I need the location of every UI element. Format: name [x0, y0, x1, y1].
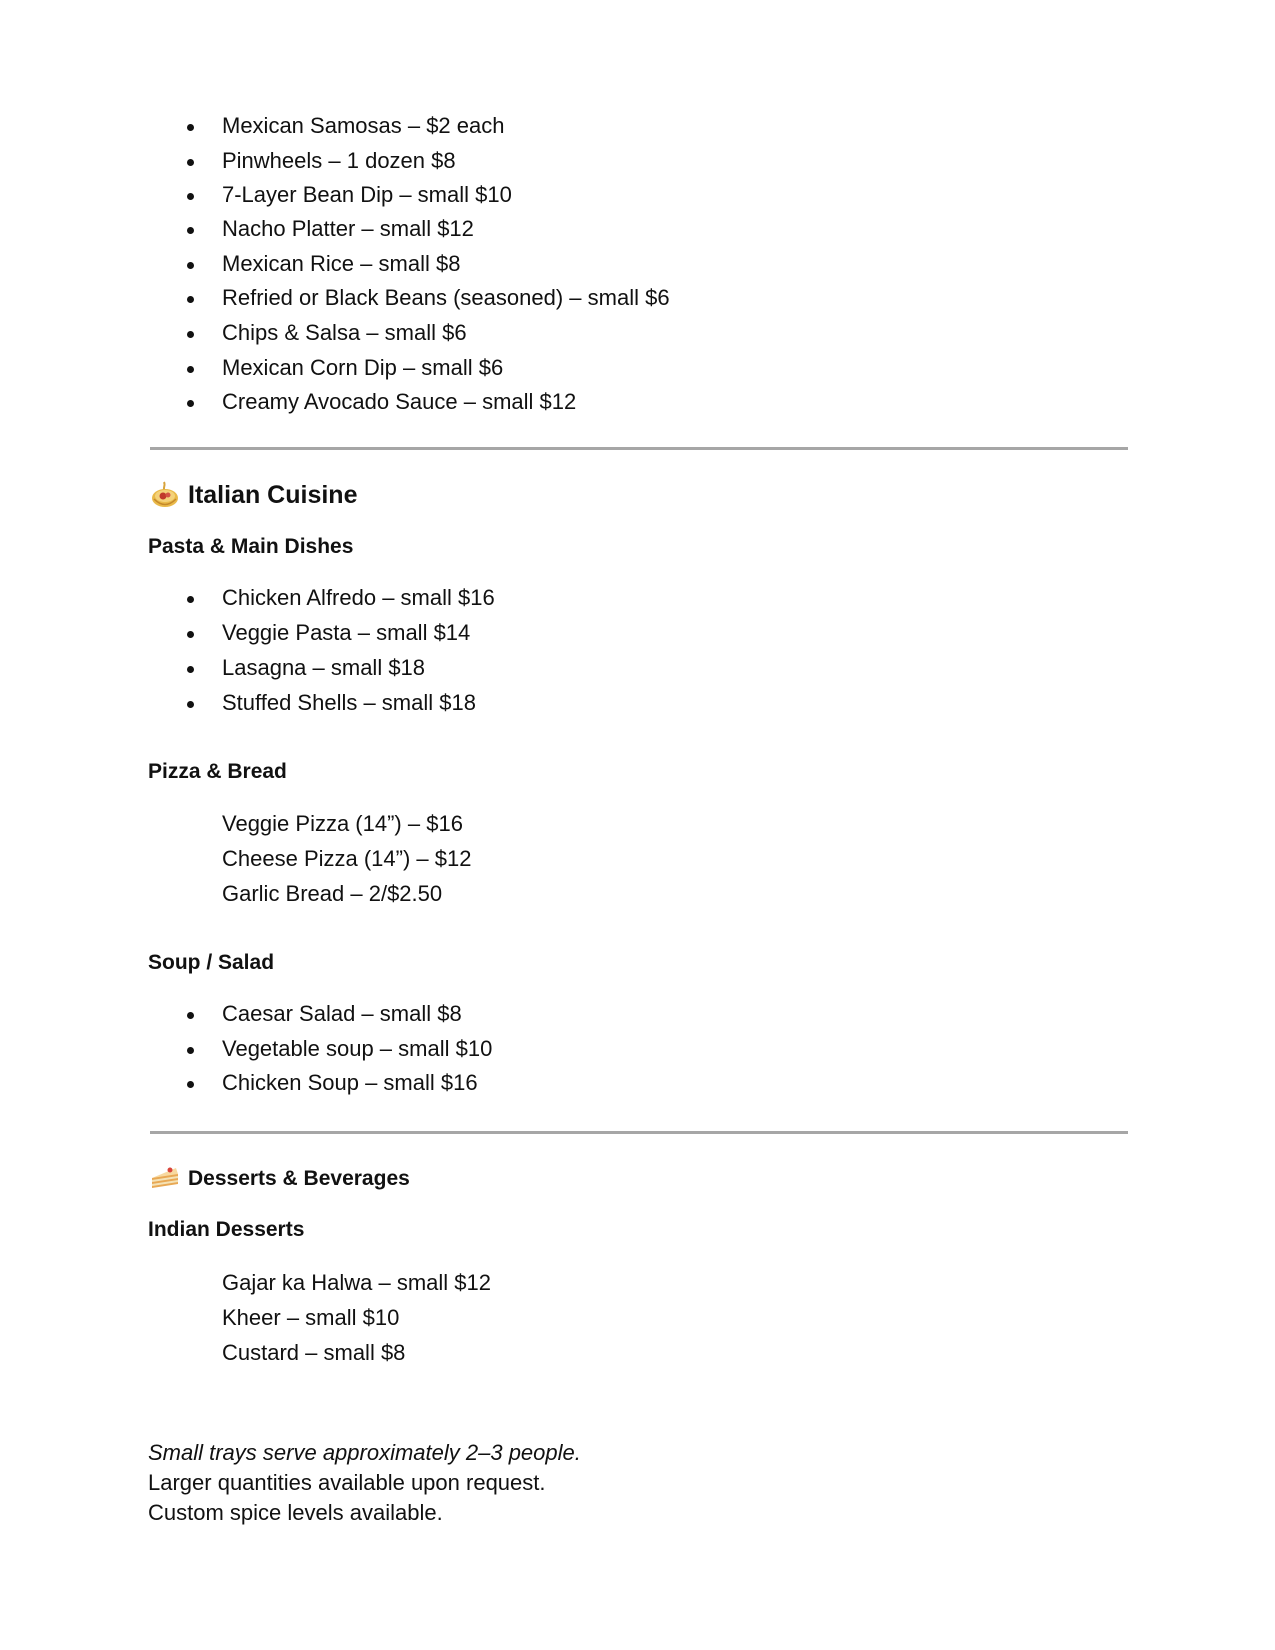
- subsection-heading-indian-desserts: Indian Desserts: [148, 1218, 305, 1241]
- list-bullet: [187, 159, 194, 166]
- list-item: Gajar ka Halwa – small $12: [222, 1270, 492, 1295]
- list-item: Chicken Soup – small $16: [222, 1070, 478, 1095]
- list-item: 7-Layer Bean Dip – small $10: [222, 182, 512, 207]
- serving-note: Small trays serve approximately 2–3 people.: [148, 1440, 581, 1465]
- list-item: Garlic Bread – 2/$2.50: [222, 881, 443, 906]
- spice-note: Custom spice levels available.: [148, 1500, 443, 1525]
- cake-slice-icon: [150, 1164, 180, 1197]
- list-item: Vegetable soup – small $10: [222, 1036, 493, 1061]
- list-bullet: [187, 124, 194, 131]
- list-item: Veggie Pasta – small $14: [222, 620, 471, 645]
- list-bullet: [187, 193, 194, 200]
- section-title-desserts: Desserts & Beverages: [188, 1167, 410, 1190]
- section-divider: [150, 1131, 1128, 1134]
- subsection-heading-soup: Soup / Salad: [148, 951, 275, 974]
- list-bullet: [187, 666, 194, 673]
- section-divider: [150, 447, 1128, 450]
- list-bullet: [187, 1012, 194, 1019]
- list-bullet: [187, 596, 194, 603]
- list-item: Mexican Corn Dip – small $6: [222, 355, 504, 380]
- list-item: Chicken Alfredo – small $16: [222, 585, 495, 610]
- subsection-heading-pasta: Pasta & Main Dishes: [148, 535, 354, 558]
- list-bullet: [187, 296, 194, 303]
- list-bullet: [187, 331, 194, 338]
- list-bullet: [187, 400, 194, 407]
- list-bullet: [187, 701, 194, 708]
- list-item: Chips & Salsa – small $6: [222, 320, 467, 345]
- spaghetti-icon: [150, 480, 180, 515]
- list-item: Refried or Black Beans (seasoned) – small $6: [222, 285, 670, 310]
- list-item: Mexican Rice – small $8: [222, 251, 461, 276]
- list-item: Nacho Platter – small $12: [222, 216, 474, 241]
- quantity-note: Larger quantities available upon request.: [148, 1470, 546, 1495]
- list-item: Creamy Avocado Sauce – small $12: [222, 389, 577, 414]
- list-item: Lasagna – small $18: [222, 655, 426, 680]
- list-bullet: [187, 631, 194, 638]
- list-item: Veggie Pizza (14”) – $16: [222, 811, 463, 836]
- list-item: Pinwheels – 1 dozen $8: [222, 148, 456, 173]
- list-item: Kheer – small $10: [222, 1305, 400, 1330]
- list-item: Custard – small $8: [222, 1340, 406, 1365]
- list-bullet: [187, 262, 194, 269]
- list-bullet: [187, 1081, 194, 1088]
- list-item: Mexican Samosas – $2 each: [222, 113, 505, 138]
- list-bullet: [187, 366, 194, 373]
- list-item: Caesar Salad – small $8: [222, 1001, 462, 1026]
- list-item: Stuffed Shells – small $18: [222, 690, 476, 715]
- section-title-italian: Italian Cuisine: [188, 481, 358, 509]
- list-item: Cheese Pizza (14”) – $12: [222, 846, 472, 871]
- subsection-heading-pizza: Pizza & Bread: [148, 760, 287, 783]
- list-bullet: [187, 227, 194, 234]
- list-bullet: [187, 1047, 194, 1054]
